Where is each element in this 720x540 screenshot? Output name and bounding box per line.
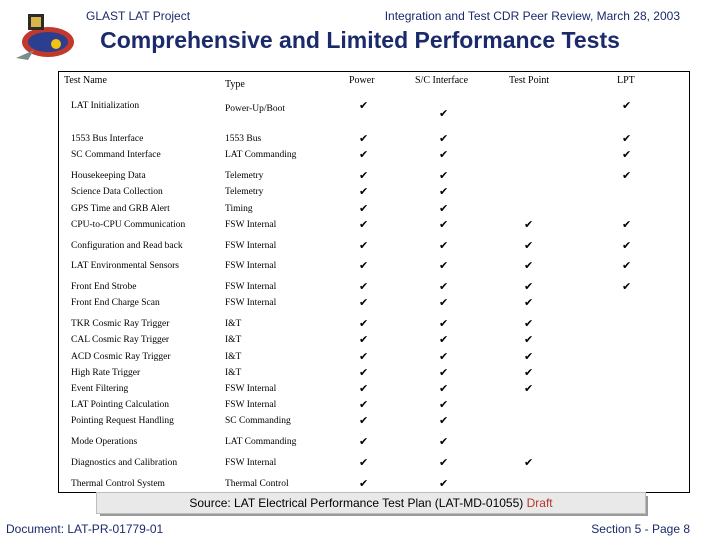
source-text: LAT Electrical Performance Test Plan (LAT-MD-01055) <box>234 496 524 510</box>
sc-interface-check-icon: ✔ <box>439 477 449 490</box>
test-name: LAT Pointing Calculation <box>71 400 169 410</box>
review-event: Integration and Test CDR Peer Review, March 28, 2003 <box>384 9 680 23</box>
test-point-check-icon: ✔ <box>524 382 534 395</box>
sc-interface-check-icon: ✔ <box>439 202 449 215</box>
sc-interface-check-icon: ✔ <box>439 280 449 293</box>
test-type: FSW Internal <box>225 384 277 394</box>
test-point-check-icon: ✔ <box>524 296 534 309</box>
power-check-icon: ✔ <box>359 398 369 411</box>
test-type: I&T <box>225 319 242 329</box>
sc-interface-check-icon: ✔ <box>439 333 449 346</box>
lpt-check-icon: ✔ <box>622 148 632 161</box>
power-check-icon: ✔ <box>359 169 369 182</box>
power-check-icon: ✔ <box>359 280 369 293</box>
test-name: SC Command Interface <box>71 150 161 160</box>
lpt-check-icon: ✔ <box>622 280 632 293</box>
test-name: Thermal Control System <box>71 479 165 489</box>
test-type: Power-Up/Boot <box>225 104 285 114</box>
lpt-check-icon: ✔ <box>622 259 632 272</box>
test-type: SC Commanding <box>225 416 291 426</box>
col-header-test-name: Test Name <box>64 75 107 86</box>
sc-interface-check-icon: ✔ <box>439 132 449 145</box>
sc-interface-check-icon: ✔ <box>439 317 449 330</box>
sc-interface-check-icon: ✔ <box>439 296 449 309</box>
sc-interface-check-icon: ✔ <box>439 185 449 198</box>
test-type: Telemetry <box>225 171 264 181</box>
power-check-icon: ✔ <box>359 132 369 145</box>
test-point-check-icon: ✔ <box>524 333 534 346</box>
power-check-icon: ✔ <box>359 259 369 272</box>
test-point-check-icon: ✔ <box>524 350 534 363</box>
test-type: I&T <box>225 335 242 345</box>
source-prefix: Source: <box>189 496 231 510</box>
sc-interface-check-icon: ✔ <box>439 169 449 182</box>
sc-interface-check-icon: ✔ <box>439 148 449 161</box>
lpt-check-icon: ✔ <box>622 218 632 231</box>
test-name: ACD Cosmic Ray Trigger <box>71 352 171 362</box>
power-check-icon: ✔ <box>359 296 369 309</box>
test-name: CAL Cosmic Ray Trigger <box>71 335 170 345</box>
tests-table <box>58 71 690 493</box>
sc-interface-check-icon: ✔ <box>439 239 449 252</box>
test-name: Pointing Request Handling <box>71 416 174 426</box>
power-check-icon: ✔ <box>359 456 369 469</box>
test-type: FSW Internal <box>225 261 277 271</box>
test-type: FSW Internal <box>225 298 277 308</box>
test-name: Science Data Collection <box>71 187 163 197</box>
power-check-icon: ✔ <box>359 477 369 490</box>
power-check-icon: ✔ <box>359 218 369 231</box>
col-header-test-point: Test Point <box>509 75 550 86</box>
power-check-icon: ✔ <box>359 382 369 395</box>
power-check-icon: ✔ <box>359 350 369 363</box>
test-type: 1553 Bus <box>225 134 262 144</box>
power-check-icon: ✔ <box>359 202 369 215</box>
test-name: LAT Initialization <box>71 101 140 111</box>
test-point-check-icon: ✔ <box>524 317 534 330</box>
test-name: Event Filtering <box>71 384 129 394</box>
power-check-icon: ✔ <box>359 333 369 346</box>
sc-interface-check-icon: ✔ <box>439 350 449 363</box>
test-point-check-icon: ✔ <box>524 218 534 231</box>
draft-status: Draft <box>526 496 553 510</box>
test-type: Timing <box>225 204 253 214</box>
test-type: I&T <box>225 352 242 362</box>
lpt-check-icon: ✔ <box>622 169 632 182</box>
sc-interface-check-icon: ✔ <box>439 382 449 395</box>
sc-interface-check-icon: ✔ <box>439 218 449 231</box>
col-header-power: Power <box>349 75 375 86</box>
power-check-icon: ✔ <box>359 317 369 330</box>
project-name: GLAST LAT Project <box>86 9 191 23</box>
col-header-type: Type <box>225 79 245 90</box>
test-name: GPS Time and GRB Alert <box>71 204 170 214</box>
power-check-icon: ✔ <box>359 366 369 379</box>
test-name: High Rate Trigger <box>71 368 141 378</box>
test-point-check-icon: ✔ <box>524 280 534 293</box>
test-name: 1553 Bus Interface <box>71 134 144 144</box>
test-point-check-icon: ✔ <box>524 259 534 272</box>
test-type: FSW Internal <box>225 282 277 292</box>
power-check-icon: ✔ <box>359 239 369 252</box>
power-check-icon: ✔ <box>359 99 369 112</box>
test-type: FSW Internal <box>225 220 277 230</box>
sc-interface-check-icon: ✔ <box>439 414 449 427</box>
sc-interface-check-icon: ✔ <box>439 398 449 411</box>
test-type: I&T <box>225 368 242 378</box>
test-type: Telemetry <box>225 187 264 197</box>
test-name: LAT Environmental Sensors <box>71 261 180 271</box>
test-name: Configuration and Read back <box>71 241 183 251</box>
document-id: Document: LAT-PR-01779-01 <box>6 522 164 536</box>
test-type: FSW Internal <box>225 241 277 251</box>
sc-interface-check-icon: ✔ <box>439 366 449 379</box>
test-type: FSW Internal <box>225 458 277 468</box>
sc-interface-check-icon: ✔ <box>439 456 449 469</box>
power-check-icon: ✔ <box>359 185 369 198</box>
test-name: Front End Charge Scan <box>71 298 160 308</box>
lpt-check-icon: ✔ <box>622 239 632 252</box>
test-type: FSW Internal <box>225 400 277 410</box>
test-name: TKR Cosmic Ray Trigger <box>71 319 170 329</box>
test-point-check-icon: ✔ <box>524 366 534 379</box>
source-box <box>96 492 646 514</box>
test-type: LAT Commanding <box>225 437 297 447</box>
page-title: Comprehensive and Limited Performance Tests <box>100 27 620 53</box>
col-header-sc-interface: S/C Interface <box>415 75 469 86</box>
lpt-check-icon: ✔ <box>622 99 632 112</box>
sc-interface-check-icon: ✔ <box>439 259 449 272</box>
power-check-icon: ✔ <box>359 435 369 448</box>
test-name: Diagnostics and Calibration <box>71 458 178 468</box>
page-number: Section 5 - Page 8 <box>591 522 690 536</box>
test-name: Mode Operations <box>71 437 138 447</box>
power-check-icon: ✔ <box>359 148 369 161</box>
col-header-lpt: LPT <box>617 75 635 86</box>
test-name: CPU-to-CPU Communication <box>71 220 186 230</box>
lpt-check-icon: ✔ <box>622 132 632 145</box>
test-name: Front End Strobe <box>71 282 137 292</box>
test-point-check-icon: ✔ <box>524 456 534 469</box>
power-check-icon: ✔ <box>359 414 369 427</box>
test-point-check-icon: ✔ <box>524 239 534 252</box>
test-type: LAT Commanding <box>225 150 297 160</box>
test-type: Thermal Control <box>225 479 289 489</box>
sc-interface-check-icon: ✔ <box>439 107 449 120</box>
test-name: Housekeeping Data <box>71 171 146 181</box>
sc-interface-check-icon: ✔ <box>439 435 449 448</box>
